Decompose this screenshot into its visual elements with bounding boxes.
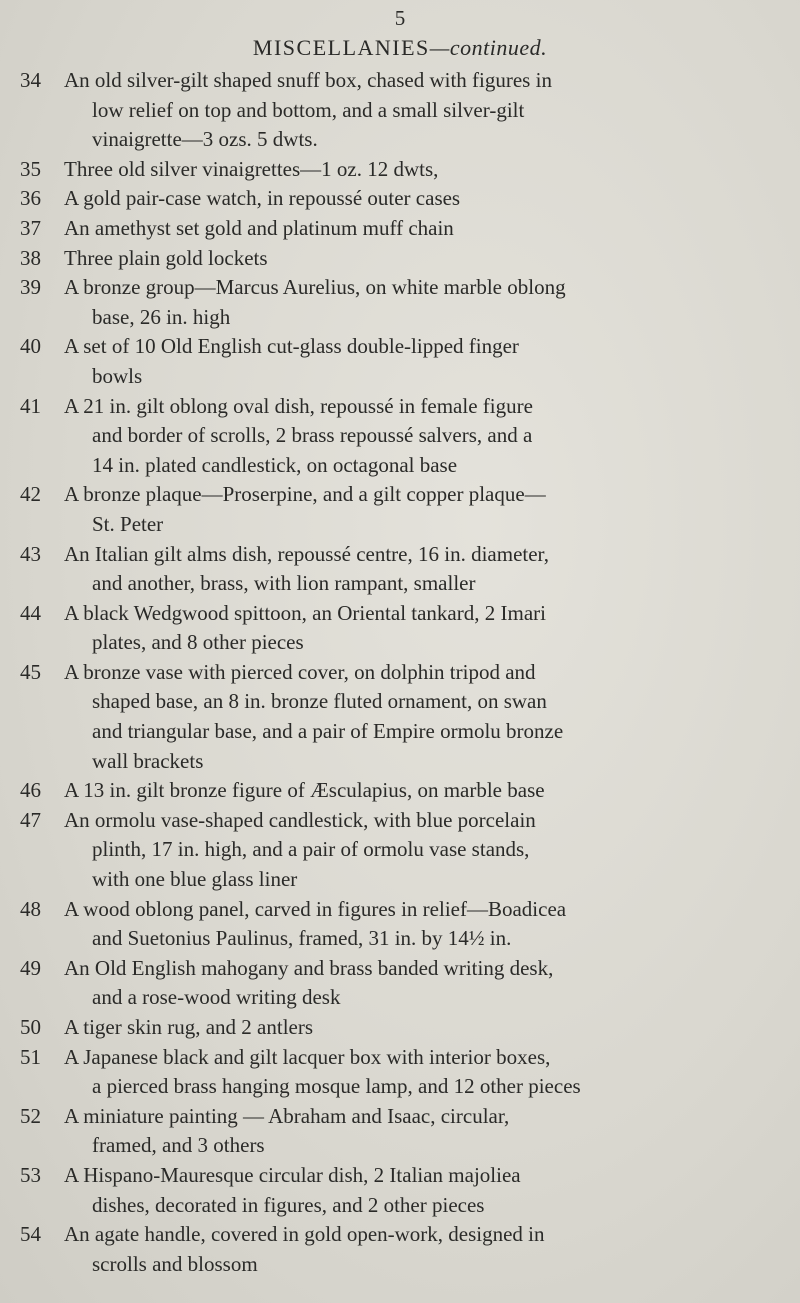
lot-description-line: A set of 10 Old English cut-glass double-lipped finger [64, 334, 519, 359]
lot-description-line: vinaigrette—3 ozs. 5 dwts. [92, 127, 318, 152]
lot-number: 46 [20, 778, 41, 803]
lot-description [64, 1220, 780, 1279]
lot-description-line: A bronze vase with pierced cover, on dolphin tripod and [64, 659, 536, 684]
lot-entry [0, 599, 800, 658]
lot-description-line: shaped base, an 8 in. bronze fluted ornament, on swan [92, 689, 547, 714]
heading-title: MISCELLANIES [252, 35, 430, 60]
lot-description-line: An Italian gilt alms dish, repoussé centre, 16 in. diameter, [64, 541, 549, 566]
lot-number: 41 [20, 393, 41, 418]
lot-description-line: A Hispano-Mauresque circular dish, 2 Italian majoliea [64, 1162, 521, 1187]
lot-description-line: and Suetonius Paulinus, framed, 31 in. by 14½ in. [92, 926, 512, 951]
lot-number: 47 [20, 807, 41, 832]
lot-description-line: low relief on top and bottom, and a small silver-gilt [92, 97, 525, 122]
lot-number: 38 [20, 245, 41, 270]
lot-number: 40 [20, 334, 41, 359]
lot-number: 50 [20, 1015, 41, 1039]
lot-entry [0, 214, 800, 244]
section-heading [0, 35, 800, 61]
lot-description-line: base, 26 in. high [92, 304, 231, 329]
lot-description-line: A gold pair-case watch, in repoussé outer cases [64, 186, 461, 211]
lot-description-line: An amethyst set gold and platinum muff chain [64, 215, 454, 240]
lot-number: 43 [20, 541, 41, 566]
lot-description-line: plates, and 8 other pieces [92, 630, 304, 655]
lot-entry [0, 1043, 800, 1102]
lot-description-line: bowls [92, 363, 143, 388]
page-number: 5 [394, 6, 406, 30]
lot-description-line: A Japanese black and gilt lacquer box with interior boxes, [64, 1044, 551, 1069]
lot-description [64, 954, 780, 1013]
heading-suffix: —continued. [429, 35, 548, 60]
lot-description-line: and triangular base, and a pair of Empire ormolu bronze [92, 719, 564, 744]
lot-entry [0, 658, 800, 776]
lot-description-line: An ormolu vase-shaped candlestick, with blue porcelain [64, 807, 536, 832]
lot-description-line: wall brackets [92, 748, 204, 773]
lot-entry [0, 1013, 800, 1043]
lot-description-line: An old silver-gilt shaped snuff box, chased with figures in [64, 68, 552, 92]
lot-entry [0, 895, 800, 954]
lot-entry [0, 1102, 800, 1161]
lot-number: 37 [20, 215, 41, 240]
lot-description [64, 776, 780, 806]
lot-description [64, 1161, 780, 1220]
lot-entry [0, 332, 800, 391]
lot-description-line: A miniature painting — Abraham and Isaac, circular, [64, 1103, 510, 1128]
lot-description-line: plinth, 17 in. high, and a pair of ormolu vase stands, [92, 837, 530, 862]
lot-description-line: A 21 in. gilt oblong oval dish, repoussé in female figure [64, 393, 533, 418]
lot-description [64, 332, 780, 391]
lot-description-line: A wood oblong panel, carved in figures in relief—Boadicea [64, 896, 567, 921]
lot-description-line: An Old English mahogany and brass banded writing desk, [64, 955, 554, 980]
lot-number: 52 [20, 1103, 41, 1128]
lot-description [64, 658, 780, 776]
lot-entry [0, 155, 800, 185]
lot-description [64, 392, 780, 481]
lot-description-line: An agate handle, covered in gold open-work, designed in [64, 1222, 545, 1247]
lot-description [64, 66, 780, 155]
lot-entry [0, 954, 800, 1013]
lot-description [64, 184, 780, 214]
lot-description [64, 273, 780, 332]
lot-entry [0, 1220, 800, 1279]
lot-description-line: scrolls and blossom [92, 1251, 258, 1276]
lot-number: 34 [20, 68, 41, 92]
lot-description [64, 1102, 780, 1161]
lot-description-line: and a rose-wood writing desk [92, 985, 341, 1010]
lot-number: 36 [20, 186, 41, 211]
lot-number: 44 [20, 600, 41, 625]
lot-entry [0, 776, 800, 806]
lot-entry [0, 244, 800, 274]
lot-description-line: A bronze group—Marcus Aurelius, on white marble oblong [64, 275, 566, 300]
lot-description-line: framed, and 3 others [92, 1133, 265, 1158]
lot-entry [0, 392, 800, 481]
lot-entry [0, 184, 800, 214]
lot-description-line: and another, brass, with lion rampant, smaller [92, 571, 476, 596]
lot-description [64, 214, 780, 244]
lot-description [64, 244, 780, 274]
lot-entry [0, 66, 800, 155]
lot-entry [0, 1161, 800, 1220]
lot-description-line: Three old silver vinaigrettes—1 oz. 12 dwts, [64, 156, 439, 181]
lot-number: 35 [20, 156, 41, 181]
lot-description-line: with one blue glass liner [92, 867, 298, 892]
lot-description [64, 480, 780, 539]
lot-description [64, 599, 780, 658]
lot-description-line: and border of scrolls, 2 brass repoussé salvers, and a [92, 423, 533, 448]
lot-description-line: A tiger skin rug, and 2 antlers [64, 1015, 314, 1039]
lot-description [64, 540, 780, 599]
lot-number: 48 [20, 896, 41, 921]
lot-description [64, 806, 780, 895]
lot-description [64, 1043, 780, 1102]
lot-number: 42 [20, 482, 41, 507]
lot-description-line: a pierced brass hanging mosque lamp, and 12 other pieces [92, 1074, 581, 1099]
lot-description [64, 1013, 780, 1043]
lot-description-line: A 13 in. gilt bronze figure of Æsculapius, on marble base [64, 778, 545, 803]
lot-number: 45 [20, 659, 41, 684]
lot-description [64, 155, 780, 185]
lot-number: 51 [20, 1044, 41, 1069]
lot-description-line: St. Peter [92, 511, 164, 536]
lot-number: 54 [20, 1222, 41, 1247]
lot-description-line: 14 in. plated candlestick, on octagonal base [92, 452, 458, 477]
lot-description-line: A bronze plaque—Proserpine, and a gilt copper plaque— [64, 482, 546, 507]
lot-number: 49 [20, 955, 41, 980]
lot-entry [0, 540, 800, 599]
lot-description-line: A black Wedgwood spittoon, an Oriental tankard, 2 Imari [64, 600, 546, 625]
lot-list [0, 66, 800, 1279]
lot-number: 39 [20, 275, 41, 300]
lot-entry [0, 806, 800, 895]
lot-description-line: dishes, decorated in figures, and 2 other pieces [92, 1192, 485, 1217]
lot-entry [0, 480, 800, 539]
lot-number: 53 [20, 1162, 41, 1187]
lot-entry [0, 273, 800, 332]
lot-description-line: Three plain gold lockets [64, 245, 268, 270]
lot-description [64, 895, 780, 954]
